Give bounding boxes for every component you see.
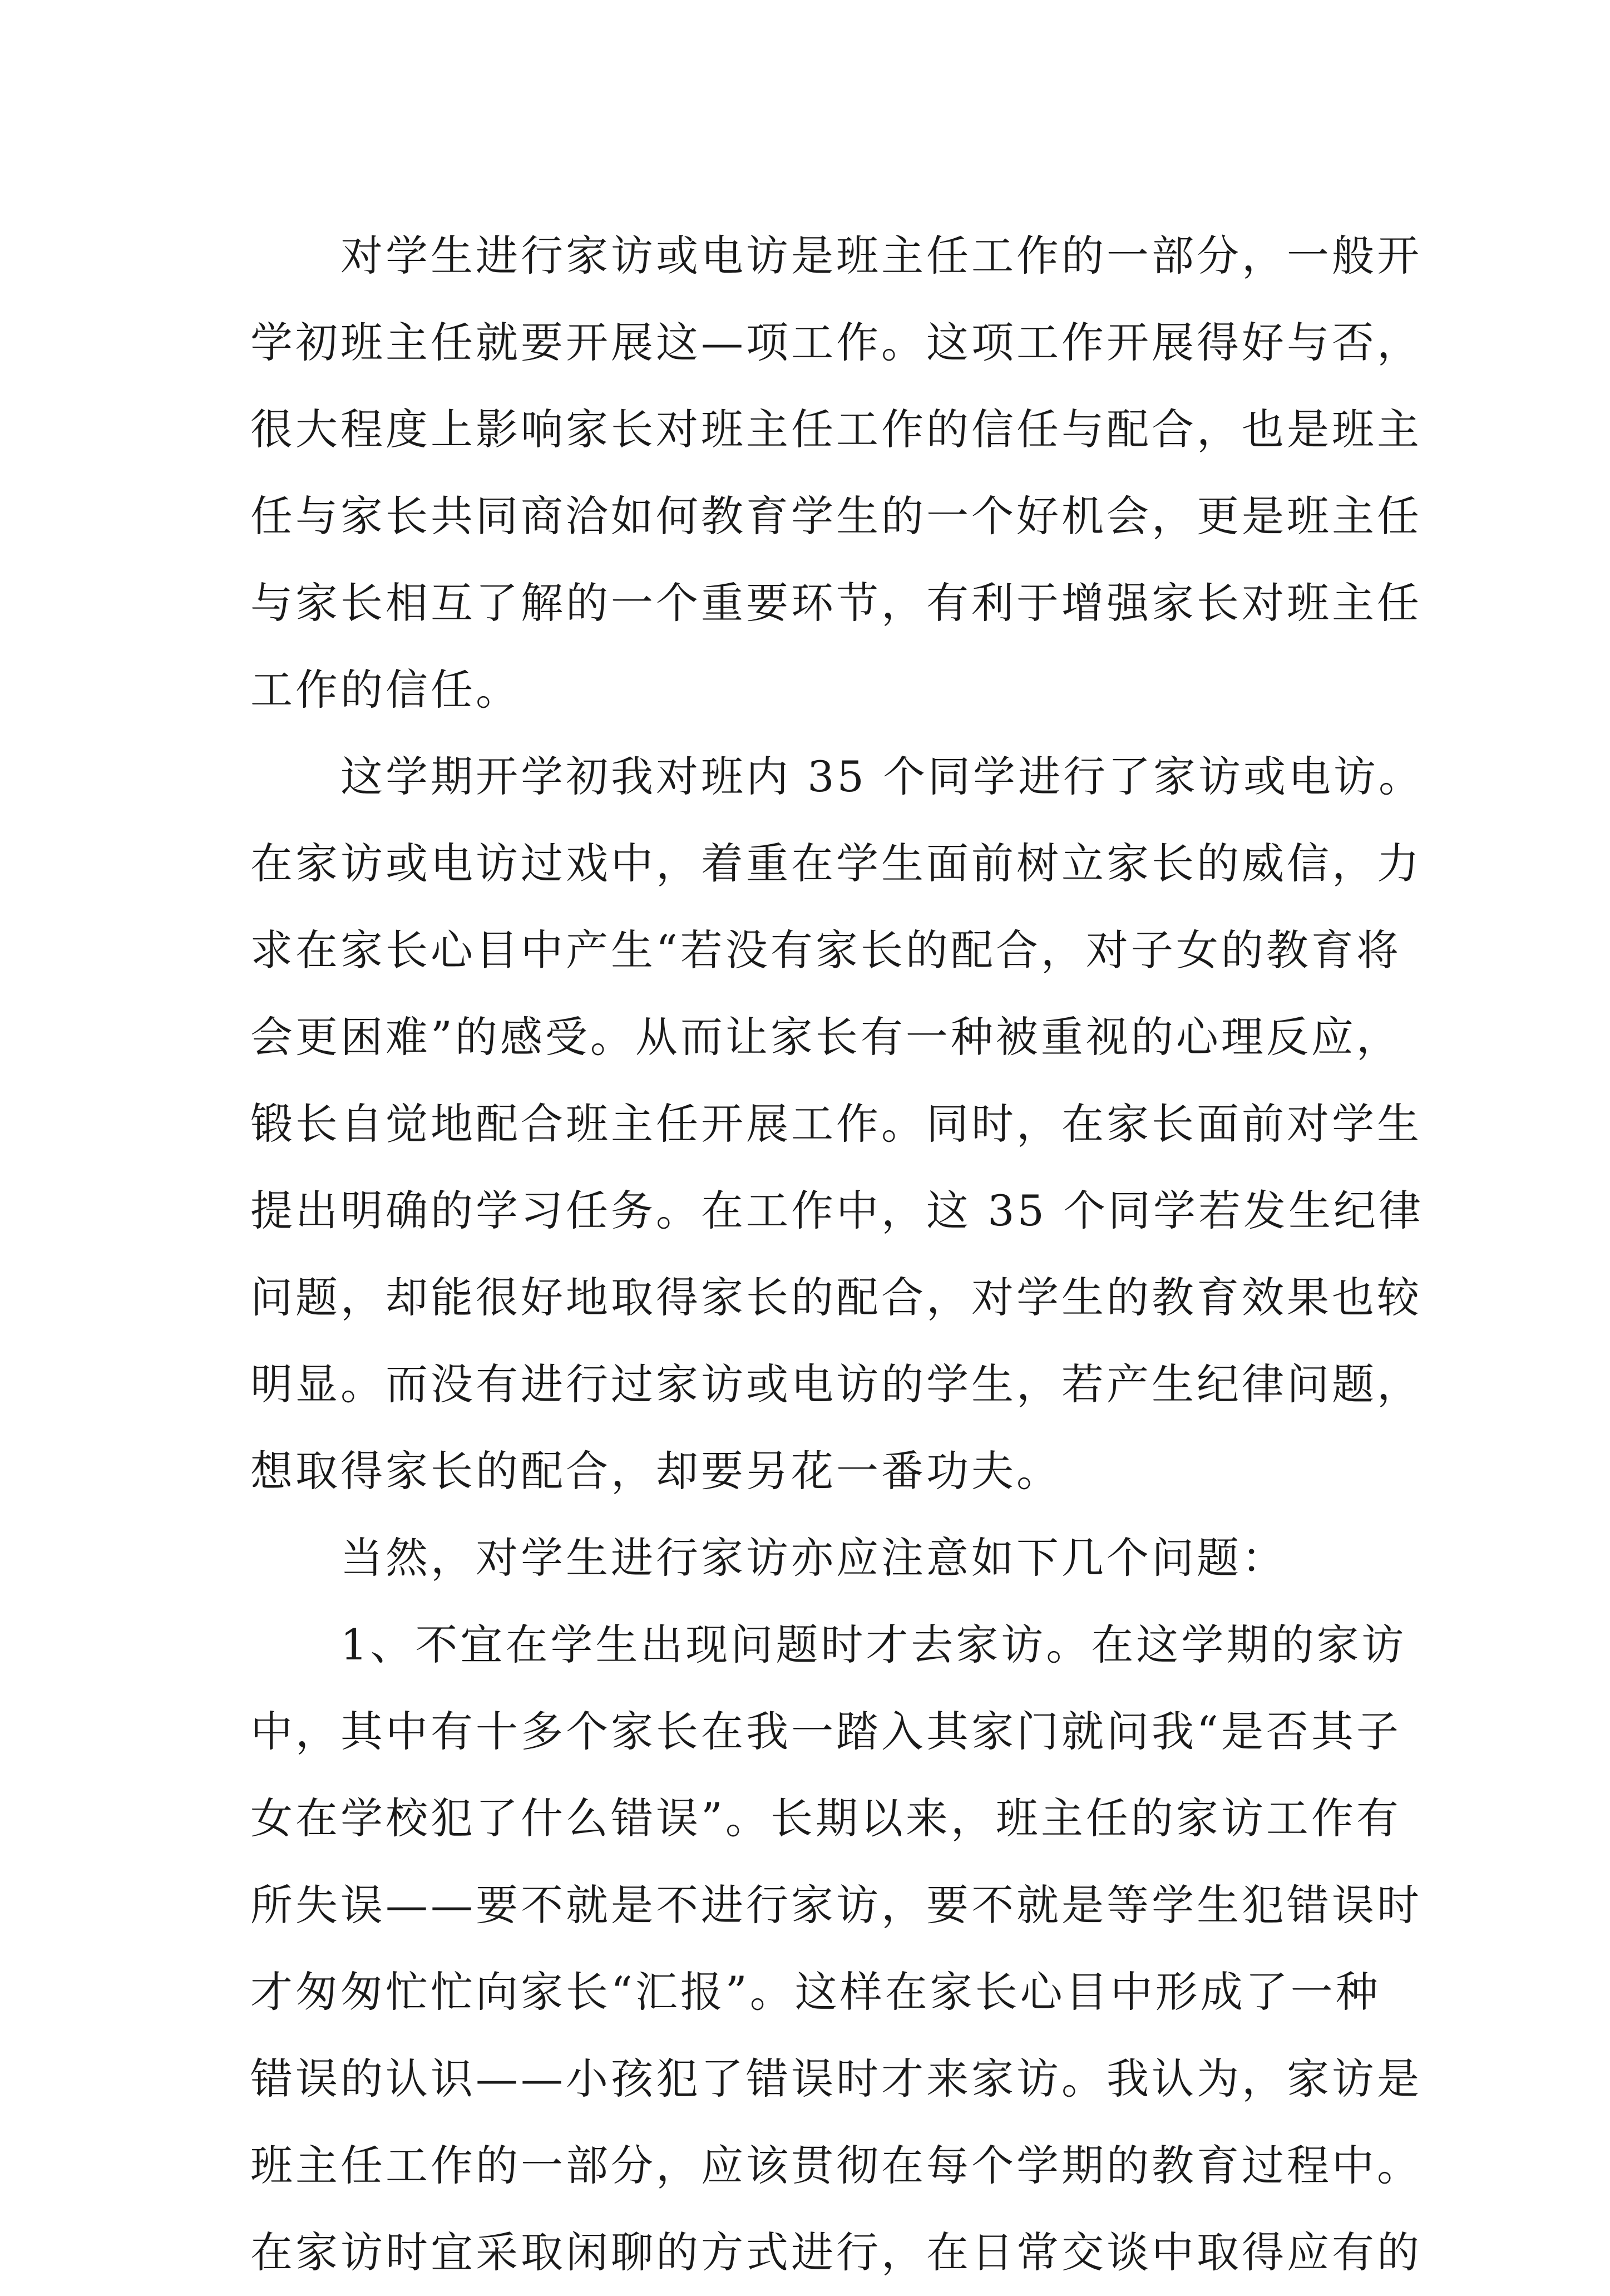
text-line-9: 求在家长心目中产生“若没有家长的配合，对子女的教育将	[250, 925, 1401, 975]
text-line-3: 很大程度上影响家长对班主任工作的信任与配合，也是班主	[250, 405, 1422, 454]
text-line-5: 与家长相互了解的一个重要环节，有利于增强家长对班主任	[250, 578, 1422, 628]
text-line-11: 锻长自觉地配合班主任开展工作。同时，在家长面前对学生	[250, 1099, 1422, 1149]
text-line-13: 问题，却能很好地取得家长的配合，对学生的教育效果也较	[250, 1273, 1422, 1322]
text-line-16: 当然，对学生进行家访亦应注意如下几个问题：	[250, 1533, 1287, 1583]
text-line-18: 中，其中有十多个家长在我一踏入其家门就问我“是否其子	[250, 1707, 1401, 1756]
text-line-2: 学初班主任就要开展这—项工作。这项工作开展得好与否，	[250, 318, 1422, 367]
body-text	[250, 213, 1424, 2296]
text-line-14: 明显。而没有进行过家访或电访的学生，若产生纪律问题，	[250, 1359, 1422, 1409]
text-line-22: 错误的认识——小孩犯了错误时才来家访。我认为，家访是	[250, 2054, 1422, 2103]
text-line-19: 女在学校犯了什么错误”。长期以来，班主任的家访工作有	[250, 1794, 1401, 1843]
text-line-23: 班主任工作的一部分，应该贯彻在每个学期的教育过程中。	[250, 2141, 1422, 2190]
text-line-12: 提出明确的学习任务。在工作中，这 35 个同学若发生纪律	[250, 1186, 1424, 1235]
text-line-17: 1、不宜在学生出现问题时才去家访。在这学期的家访	[250, 1620, 1407, 1669]
text-line-15: 想取得家长的配合，却要另花一番功夫。	[250, 1446, 1061, 1496]
text-line-1: 对学生进行家访或电访是班主任工作的一部分，一般开	[250, 231, 1422, 280]
text-line-24: 在家访时宜采取闲聊的方式进行，在日常交谈中取得应有的	[250, 2228, 1422, 2277]
text-line-20: 所失误——要不就是不进行家访，要不就是等学生犯错误时	[250, 1880, 1422, 1930]
text-line-4: 任与家长共同商洽如何教育学生的一个好机会，更是班主任	[250, 491, 1422, 541]
text-line-6: 工作的信任。	[250, 665, 521, 715]
text-line-10: 会更困难”的感受。从而让家长有一种被重视的心理反应，	[250, 1012, 1401, 1062]
text-line-21: 才匆匆忙忙向家长“汇报”。这样在家长心目中形成了一种	[250, 1967, 1381, 2017]
text-line-8: 在家访或电访过戏中，着重在学生面前树立家长的威信，力	[250, 839, 1422, 888]
text-line-7: 这学期开学初我对班内 35 个同学进行了家访或电访。	[250, 752, 1424, 801]
